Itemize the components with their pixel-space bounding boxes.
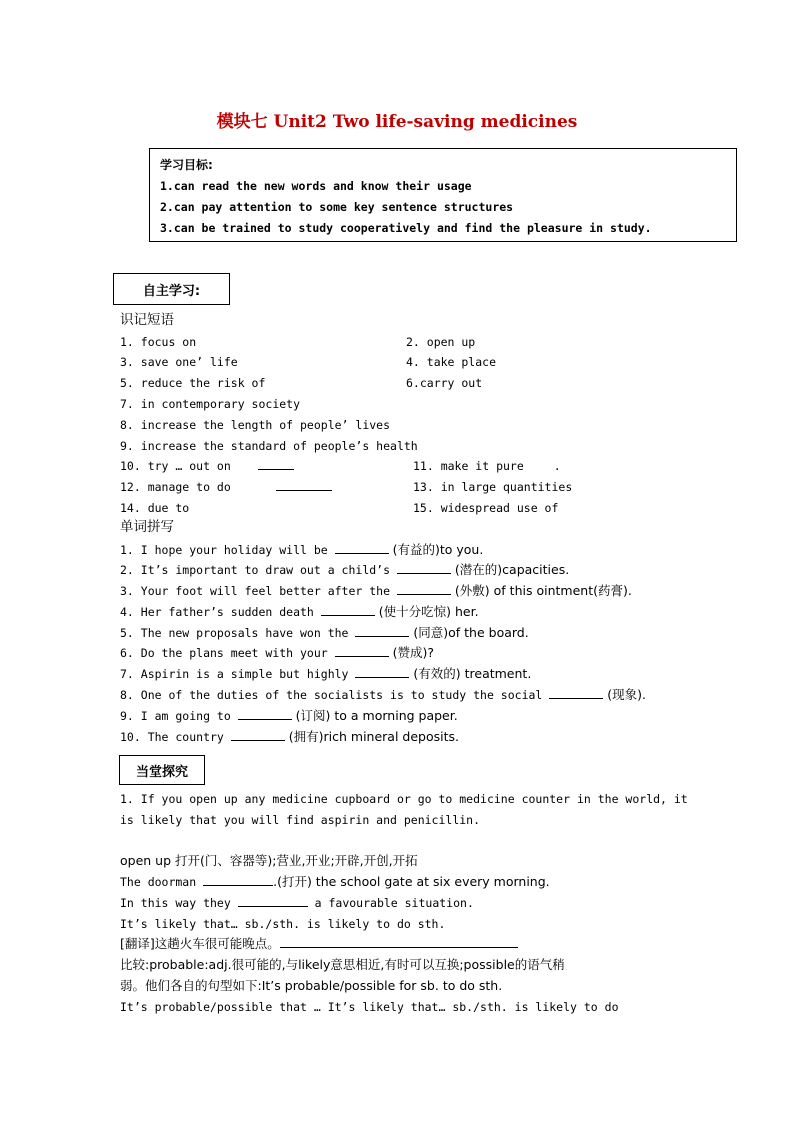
phrase-item: 4. take place: [406, 355, 497, 369]
spelling-heading: 单词拼写: [120, 519, 174, 535]
answer-blank[interactable]: [238, 708, 292, 720]
answer-blank[interactable]: [355, 666, 409, 678]
phrase-item: 1. focus on: [120, 335, 197, 349]
answer-blank[interactable]: [335, 645, 389, 657]
answer-blank[interactable]: [280, 936, 518, 948]
answer-blank[interactable]: [258, 458, 294, 470]
phrase-item: 2. open up: [406, 335, 476, 349]
phrase-item: 9. increase the standard of people’s health: [120, 439, 418, 453]
phrases-heading: 识记短语: [120, 312, 174, 328]
self-study-header: 自主学习:: [113, 273, 230, 305]
phrase-item: 6.carry out: [406, 376, 483, 390]
answer-blank[interactable]: [549, 687, 603, 699]
answer-blank[interactable]: [397, 562, 451, 574]
answer-blank[interactable]: [276, 479, 332, 491]
paragraph-line: 1. If you open up any medicine cupboard or go to medicine counter in the world, it: [120, 792, 688, 806]
paragraph-line: is likely that you will find aspirin and penicillin.: [120, 813, 481, 827]
phrase-item: 10. try … out on: [120, 458, 294, 474]
spelling-item: 7. Aspirin is a simple but highly (有效的) treatment.: [120, 666, 532, 681]
spelling-item: 4. Her father’s sudden death (使十分吃惊) her.: [120, 604, 479, 619]
goal-item: 2.can pay attention to some key sentence structures: [160, 200, 514, 214]
phrase-item: 11. make it pure .: [413, 459, 561, 473]
phrase-item: 8. increase the length of people’ lives: [120, 418, 391, 432]
translate-line: [翻译]这趟火车很可能晚点。: [120, 936, 518, 952]
open-up-definition: open up 打开(门、容器等);营业,开业;开辟,开创,开拓: [120, 853, 418, 868]
page-title: 模块七 Unit2 Two life-saving medicines: [216, 112, 578, 132]
spelling-item: 8. One of the duties of the socialists is to study the social (现象).: [120, 687, 646, 702]
answer-blank[interactable]: [397, 583, 451, 595]
goals-heading: 学习目标:: [160, 158, 213, 172]
phrase-item: 7. in contemporary society: [120, 397, 301, 411]
phrase-item: 13. in large quantities: [413, 480, 573, 494]
example-line: The doorman .(打开) the school gate at six every morning.: [120, 874, 550, 889]
spelling-item: 6. Do the plans meet with your (赞成)?: [120, 645, 435, 660]
example-line: In this way they a favourable situation.: [120, 896, 474, 910]
spelling-item: 1. I hope your holiday will be (有益的)to you.: [120, 542, 484, 557]
pattern-line: It’s likely that… sb./sth. is likely to do sth.: [120, 917, 446, 931]
class-exploration-header: 当堂探究: [119, 755, 205, 785]
goal-item: 3.can be trained to study cooperatively and find the pleasure in study.: [160, 221, 652, 235]
answer-blank[interactable]: [321, 604, 375, 616]
compare-line: It’s probable/possible that … It’s likely that… sb./sth. is likely to do: [120, 1000, 619, 1014]
phrase-item: 15. widespread use of: [413, 501, 559, 515]
phrase-item: 14. due to: [120, 501, 190, 515]
answer-blank[interactable]: [203, 874, 273, 886]
compare-line: 弱。他们各自的句型如下:It’s probable/possible for sb. to do sth.: [120, 978, 503, 993]
answer-blank[interactable]: [238, 895, 308, 907]
answer-blank[interactable]: [355, 625, 409, 637]
compare-line: 比较:probable:adj.很可能的,与likely意思相近,有时可以互换;possible的语气稍: [120, 957, 565, 972]
spelling-item: 5. The new proposals have won the (同意)of the board.: [120, 625, 529, 640]
spelling-item: 9. I am going to (订阅) to a morning paper.: [120, 708, 458, 723]
spelling-item: 3. Your foot will feel better after the (外敷) of this ointment(药膏).: [120, 583, 632, 598]
answer-blank[interactable]: [231, 729, 285, 741]
phrase-item: 5. reduce the risk of: [120, 376, 266, 390]
learning-goals-box: [149, 148, 737, 242]
spelling-item: 10. The country (拥有)rich mineral deposits.: [120, 729, 459, 744]
goal-item: 1.can read the new words and know their usage: [160, 179, 472, 193]
spelling-item: 2. It’s important to draw out a child’s (潜在的)capacities.: [120, 562, 570, 577]
answer-blank[interactable]: [335, 542, 389, 554]
phrase-item: 3. save one’ life: [120, 355, 238, 369]
phrase-item: 12. manage to do: [120, 479, 332, 495]
